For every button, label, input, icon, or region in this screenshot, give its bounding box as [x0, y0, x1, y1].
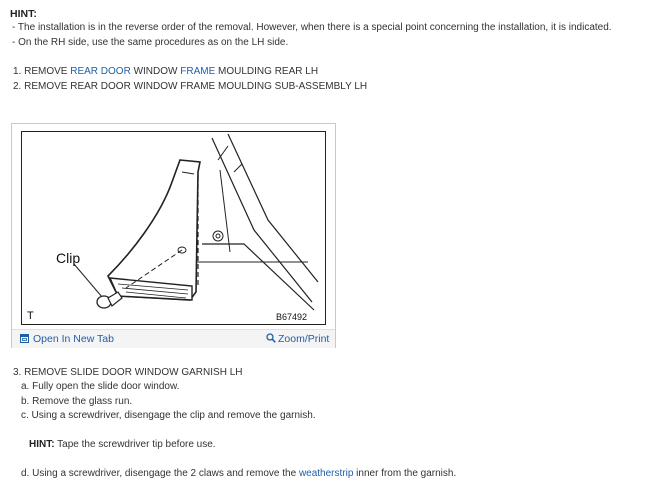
step-3-hint	[29, 439, 216, 450]
open-in-new-tab-link[interactable]	[20, 333, 114, 346]
step-1	[13, 66, 318, 77]
figure-panel	[11, 123, 336, 348]
clip-label: Clip	[56, 250, 81, 266]
figure-corner-label: T	[27, 310, 34, 322]
step-3d-suffix: inner from the garnish.	[353, 468, 457, 479]
step-3d-prefix: d. Using a screwdriver, disengage the 2 claws and remove the	[21, 468, 299, 479]
step-3b: b. Remove the glass run.	[21, 396, 133, 407]
hint-line-1: - The installation is in the reverse order of the removal. However, when there is a special point concerning the installation, it is indicated.	[12, 22, 612, 33]
hint-title: HINT:	[10, 8, 37, 20]
step-3c: c. Using a screwdriver, disengage the clip and remove the garnish.	[21, 410, 316, 421]
garnish-illustration	[22, 132, 325, 324]
step-3-title: 3. REMOVE SLIDE DOOR WINDOW GARNISH LH	[13, 367, 243, 378]
frame-link[interactable]: FRAME	[180, 66, 216, 77]
open-in-new-tab-label: Open In New Tab	[33, 333, 114, 345]
zoom-print-label: Zoom/Print	[278, 333, 330, 345]
step-3-hint-label: HINT:	[29, 439, 55, 450]
figure-id-label: B67492	[276, 312, 308, 322]
hint-line-2: - On the RH side, use the same procedures as on the LH side.	[12, 37, 289, 48]
figure-illustration	[21, 131, 326, 325]
weatherstrip-link[interactable]: weatherstrip	[298, 468, 354, 479]
figure-toolbar	[12, 329, 335, 348]
rear-door-link[interactable]: REAR DOOR	[70, 66, 131, 77]
step-3a: a. Fully open the slide door window.	[21, 381, 180, 392]
new-tab-icon	[20, 334, 29, 346]
step-3-hint-text: Tape the screwdriver tip before use.	[54, 439, 216, 450]
step-1-mid: WINDOW	[130, 66, 181, 77]
step-1-prefix: 1. REMOVE	[13, 66, 71, 77]
step-2: 2. REMOVE REAR DOOR WINDOW FRAME MOULDING SUB-ASSEMBLY LH	[13, 81, 368, 92]
magnifier-icon	[266, 333, 276, 346]
step-1-suffix: MOULDING REAR LH	[215, 66, 319, 77]
zoom-print-link[interactable]	[266, 333, 329, 346]
step-3d	[21, 468, 456, 479]
